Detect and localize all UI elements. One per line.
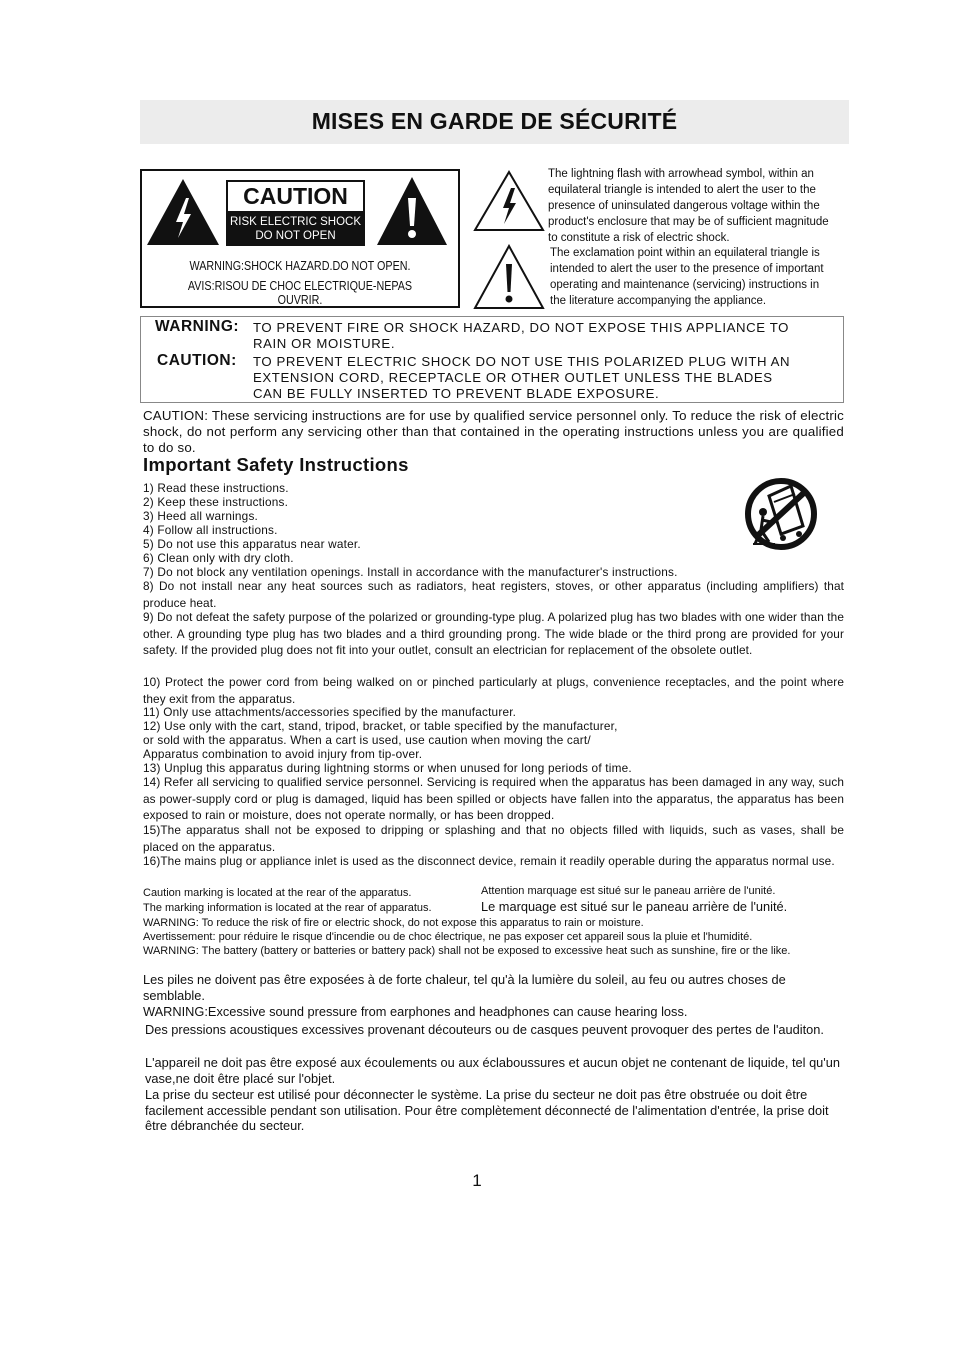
list-item: 9) Do not defeat the safety purpose of the polarized or grounding-type plug. A polarized plug has two blades with one wider than the other. A grounding type plug has two blades and a third grounding prong. The wide blade or the third prong are provided for your safety. If the provided plug does not fit into your outlet, consult an electrician for replacement of the obsolete outlet.: [143, 610, 844, 657]
caution-marking-fr: Attention marquage est situé sur le paneau arrière de l'unité.: [481, 885, 776, 897]
list-item: 11) Only use attachments/accessories specified by the manufacturer.: [143, 705, 517, 719]
list-item: 16)The mains plug or appliance inlet is used as the disconnect device, remain it readily operable during the apparatus normal use.: [143, 854, 835, 868]
caution-text: [253, 354, 790, 402]
warning-label: WARNING:: [155, 318, 240, 335]
exclamation-desc-line: intended to alert the user to the presence of important: [550, 263, 824, 275]
caution-word: CAUTION: [226, 180, 365, 213]
marking-info-fr: Le marquage est situé sur le paneau arrière de l'unité.: [481, 899, 788, 914]
warning-text-line: RAIN OR MOISTURE.: [253, 336, 396, 351]
avertissement: Avertissement: pour réduire le risque d'incendie ou de choc électrique, ne pas exposer cet appareil sous la pluie et l'humidité.: [143, 931, 753, 943]
exclamation-desc-line: the literature accompanying the appliance.: [550, 295, 767, 307]
exclamation-desc-line: The exclamation point within an equilateral triangle is: [550, 247, 820, 259]
exclamation-symbol-icon: [473, 244, 545, 310]
sound-warning-en: WARNING:Excessive sound pressure from earphones and headphones can cause hearing loss.: [143, 1004, 688, 1019]
caution-subtext-line2: DO NOT OPEN: [255, 230, 336, 242]
exclamation-desc-line: operating and maintenance (servicing) instructions in: [550, 279, 820, 291]
list-item: or sold with the apparatus. When a cart is used, use caution when moving the cart/: [143, 733, 591, 747]
caution-subtext: [226, 213, 365, 246]
lightning-desc-line: product's enclosure that may be of sufficient magnitude: [548, 216, 829, 228]
lightning-symbol-description: [548, 166, 851, 246]
shock-warning-en: WARNING:SHOCK HAZARD.DO NOT OPEN.: [189, 259, 411, 273]
caution-marking-en: Caution marking is located at the rear of the apparatus.: [143, 887, 412, 899]
list-item: 7) Do not block any ventilation openings. Install in accordance with the manufacturer's instructions.: [143, 565, 678, 579]
list-item: 5) Do not use this apparatus near water.: [143, 537, 361, 551]
list-item: 12) Use only with the cart, stand, tripod, bracket, or table specified by the manufacturer,: [143, 719, 618, 733]
exclamation-triangle-icon: [376, 176, 448, 246]
servicing-caution: CAUTION: These servicing instructions are for use by qualified service personnel only. To reduce the risk of electric shock, do not perform any servicing other than that contained in the operating instructions unless you are qualified to do so.: [143, 408, 844, 455]
page-title: MISES EN GARDE DE SÉCURITÉ: [311, 108, 678, 134]
list-item: 1) Read these instructions.: [143, 481, 289, 495]
list-item: 14) Refer all servicing to qualified service personnel. Servicing is required when the apparatus has been damaged in any way, such as power-supply cord or plug is damaged, liquid has been spilled or objects have fallen into the apparatus, the apparatus has been exposed to rain or moisture, does not operate normally, or has been dropped.: [143, 775, 844, 822]
list-item: 6) Clean only with dry cloth.: [143, 551, 294, 565]
list-item: 2) Keep these instructions.: [143, 495, 289, 509]
battery-warning-en: WARNING: The battery (battery or batteries or battery pack) shall not be exposed to excessive heat such as sunshine, fire or the like.: [143, 945, 791, 957]
lightning-symbol-icon: [473, 170, 545, 232]
caution-subtext-line1: RISK ELECTRIC SHOCK: [230, 216, 361, 228]
warning-rain: WARNING: To reduce the risk of fire or electric shock, do not expose this apparatus to rain or moisture.: [143, 917, 644, 929]
safety-heading: Important Safety Instructions: [143, 454, 409, 475]
caution-text-line: CAN BE FULLY INSERTED TO PREVENT BLADE EXPOSURE.: [253, 386, 660, 401]
list-item: 3) Heed all warnings.: [143, 509, 259, 523]
exclamation-symbol-description: [550, 245, 853, 309]
marking-info-en: The marking information is located at the rear of apparatus.: [143, 902, 432, 914]
list-item: 4) Follow all instructions.: [143, 523, 278, 537]
lightning-desc-line: to constitute a risk of electric shock.: [548, 232, 730, 244]
battery-warning-fr: Les piles ne doivent pas être exposées à de forte chaleur, tel qu'à la lumière du soleil, au feu ou autres choses de semblable.: [143, 972, 786, 1003]
lightning-triangle-icon: [146, 178, 220, 246]
cart-tipover-icon: [741, 478, 819, 553]
mains-plug-fr: La prise du secteur est utilisé pour déconnecter le système. La prise du secteur ne doit pas être obstruée ou doit être facilement accessible pendant son utilisation. Pour être complètement déconnecté de l'alimentation d'entrée, la prise doit être débranchée du secteur.: [145, 1087, 829, 1133]
list-item: 10) Protect the power cord from being walked on or pinched particularly at plugs, convenience receptacles, and the point where they exit from the apparatus.: [143, 675, 844, 706]
liquid-warning-fr: L'appareil ne doit pas être exposé aux écoulements ou aux éclaboussures et aucun objet ne contenant de liquide, tel qu'un vase,ne doit être placé sur l'objet.: [145, 1055, 840, 1086]
shock-warning-fr: AVIS:RISOU DE CHOC ELECTRIQUE-NEPAS OUVRIR.: [187, 279, 413, 307]
page-number: 1: [472, 1171, 482, 1190]
lightning-desc-line: presence of uninsulated dangerous voltage within the: [548, 200, 820, 212]
list-item: 15)The apparatus shall not be exposed to dripping or splashing and that no objects filled with liquids, such as vases, shall be placed on the apparatus.: [143, 823, 844, 854]
warning-text-line: TO PREVENT FIRE OR SHOCK HAZARD, DO NOT EXPOSE THIS APPLIANCE TO: [253, 320, 789, 335]
list-item: Apparatus combination to avoid injury from tip-over.: [143, 747, 423, 761]
warning-text: [253, 320, 789, 352]
lightning-desc-line: The lightning flash with arrowhead symbol, within an: [548, 168, 814, 180]
lightning-desc-line: equilateral triangle is intended to alert the user to the: [548, 184, 816, 196]
caution-label: CAUTION:: [157, 352, 237, 369]
list-item: 8) Do not install near any heat sources such as radiators, heat registers, stoves, or other apparatus (including amplifiers) that produce heat.: [143, 579, 844, 610]
caution-text-line: EXTENSION CORD, RECEPTACLE OR OTHER OUTLET UNLESS THE BLADES: [253, 370, 773, 385]
list-item: 13) Unplug this apparatus during lightning storms or when unused for long periods of time.: [143, 761, 632, 775]
sound-warning-fr: Des pressions acoustiques excessives provenant découteurs ou de casques peuvent provoquer des pertes de l'auditon.: [145, 1022, 824, 1037]
caution-text-line: TO PREVENT ELECTRIC SHOCK DO NOT USE THIS POLARIZED PLUG WITH AN: [253, 354, 791, 369]
